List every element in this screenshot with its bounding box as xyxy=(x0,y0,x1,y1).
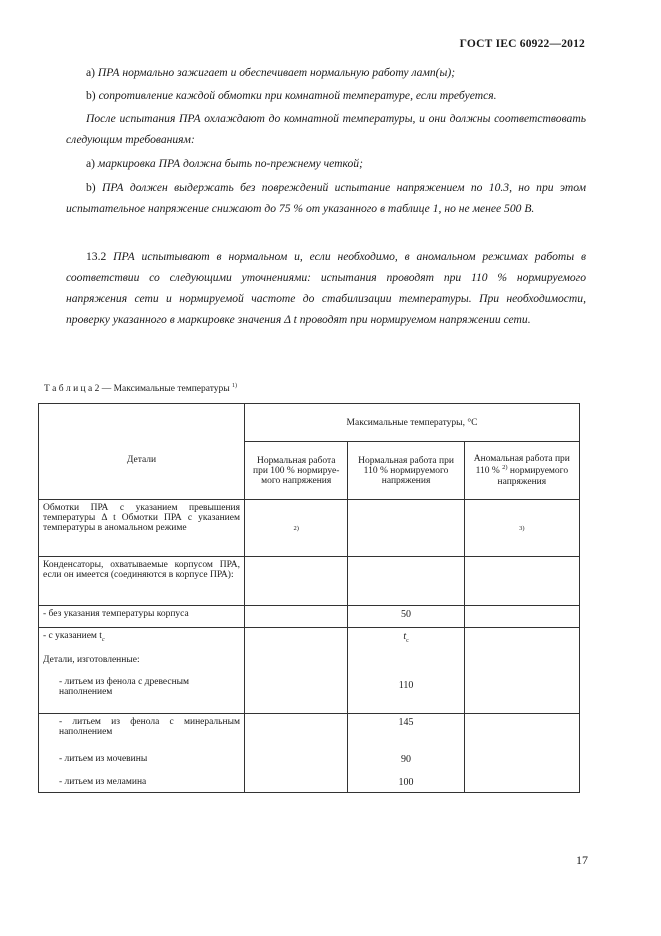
row-tc-value-subscript: c xyxy=(406,638,409,644)
paragraph-a2 xyxy=(66,153,586,174)
table-caption-footnote: 1) xyxy=(232,383,238,389)
row-tc-label-subscript: c xyxy=(101,636,105,643)
row-phenol-wood-value: 110 xyxy=(348,674,464,714)
paragraph-text: сопротивление каждой обмотки при комнатной температуре, если требуется. xyxy=(98,89,497,102)
paragraph-b1 xyxy=(66,85,586,106)
row-phenol-mineral-label: - литьем из фенола с минеральным наполнением xyxy=(39,714,245,746)
list-marker: a) xyxy=(86,66,96,79)
row-windings-normal110 xyxy=(348,500,464,557)
header-normal-110: Нормальная работа при 110 % нормируемого напряжения xyxy=(348,442,464,500)
header-abnormal-110 xyxy=(464,442,579,500)
paragraph-text: ПРА испытывают в нормальном и, если необходимо, в аномальном режимах работы в соответствии со следующими уточнениями: испытания проводят при 110 % нормируемого напряжения сети и нормируемой частоте до стабилизации температуры. При необходимости, проверку указанного в маркировке значения Δ t проводят при нормируемом напряжении сети. xyxy=(66,250,586,326)
header-max-temps: Максимальные температуры, °С xyxy=(244,404,579,442)
row-tc-label-text: - с указанием t xyxy=(43,631,102,641)
paragraph-text: маркировка ПРА должна быть по-прежнему четкой; xyxy=(97,157,363,170)
row-urea-label: - литьем из мочевины xyxy=(39,746,245,773)
paragraph-a1 xyxy=(66,62,586,83)
row-no-case-temp-value: 50 xyxy=(348,606,464,628)
paragraph-after-test: После испытания ПРА охлаждают до комнатной температуры, и они должны соответствовать следующим требованиям: xyxy=(66,112,586,146)
max-temperatures-table xyxy=(38,403,580,793)
table-caption-text: Т а б л и ц а 2 — Максимальные температуры xyxy=(44,384,230,395)
row-phenol-mineral-value: 145 xyxy=(348,714,464,746)
list-marker: b) xyxy=(86,89,96,102)
paragraph-b2 xyxy=(66,177,586,219)
row-tc-value-text: t xyxy=(403,631,407,642)
header-abnormal-text: Аномальная работа при 110 % xyxy=(473,454,570,477)
row-windings-label: Обмотки ПРА с указанием превышения температуры Δ t Обмотки ПРА с указанием температуры в аномальном режиме xyxy=(39,500,245,557)
row-urea-value: 90 xyxy=(348,746,464,773)
row-no-case-temp-label: - без указания температуры корпуса xyxy=(39,606,245,628)
row-melamine-label: - литьем из меламина xyxy=(39,773,245,793)
list-marker: a) xyxy=(86,157,96,170)
paragraph-text: ПРА должен выдержать без повреждений испытание напряжением по 10.3, но при этом испытательное напряжение снижают до 75 % от указанного в таблице 1, но не менее 500 В. xyxy=(66,181,586,215)
row-phenol-wood-label: - литьем из фенола с древесным наполнением xyxy=(39,674,245,714)
row-tc-label xyxy=(39,628,245,652)
section-number: 13.2 xyxy=(86,250,107,263)
row-windings-normal100: 2) xyxy=(244,500,347,557)
header-abnormal-text-2: нормируемого напряжения xyxy=(497,466,569,487)
row-melamine-value: 100 xyxy=(348,773,464,793)
paragraph-text: ПРА нормально зажигает и обеспечивает нормальную работу ламп(ы); xyxy=(97,66,456,79)
list-marker: b) xyxy=(86,181,96,194)
row-parts-label: Детали, изготовленные: xyxy=(39,652,245,674)
row-capacitors-label: Конденсаторы, охватываемые корпусом ПРА, если он имеется (соединяются в корпусе ПРА): xyxy=(39,557,245,606)
header-details: Детали xyxy=(39,404,245,500)
page-number: 17 xyxy=(576,853,588,867)
row-tc-value xyxy=(348,628,464,652)
paragraph-13-2 xyxy=(66,246,586,330)
standard-header: ГОСТ IEC 60922—2012 xyxy=(459,38,585,50)
header-abnormal-footnote: 2) xyxy=(502,464,508,472)
row-windings-abnormal: 3) xyxy=(464,500,579,557)
table-caption xyxy=(44,383,237,394)
header-normal-100: Нормальная работа при 100 % нормируе-мого напряжения xyxy=(244,442,347,500)
